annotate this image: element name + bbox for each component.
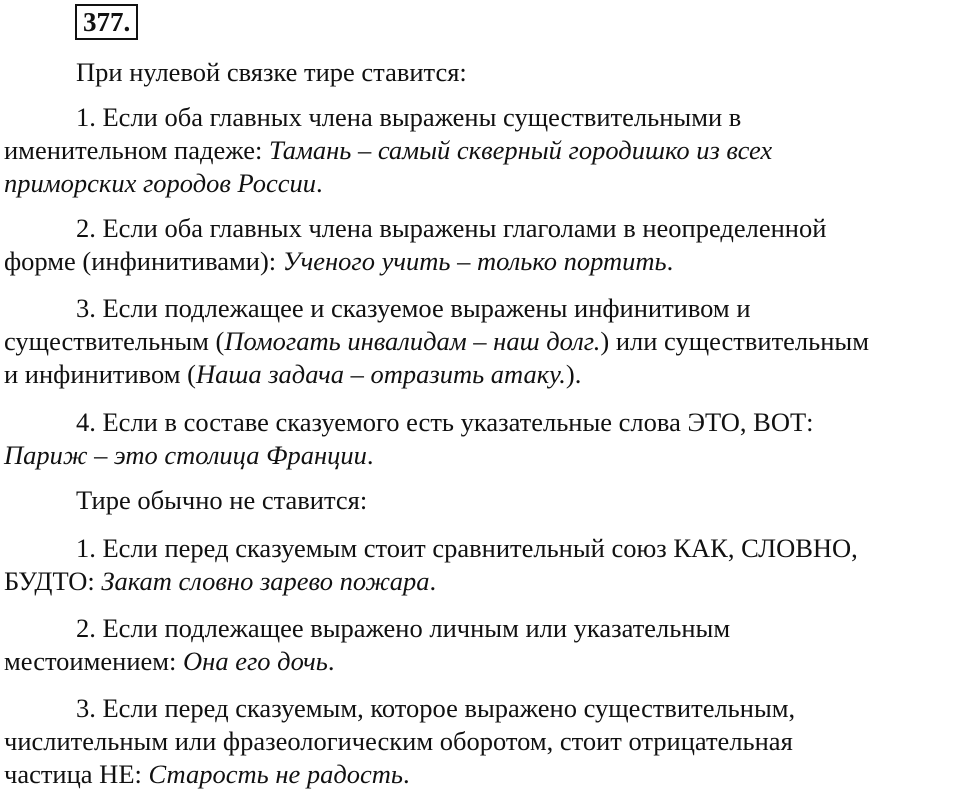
rule-text: БУДТО:: [4, 566, 102, 596]
rule-text: 3. Если перед сказуемым, которое выражено существительным,: [76, 693, 796, 723]
rule-text: 2. Если оба главных члена выражены глаголами в неопределенной: [76, 213, 827, 243]
rule-text: числительным или фразеологическим оборотом, стоит отрицательная: [4, 726, 793, 756]
intro-dash-not-placed: [4, 484, 960, 517]
rule-text: именительном падеже:: [4, 135, 269, 165]
example-text: Старость не радость: [148, 759, 403, 789]
intro-text: Тире обычно не ставится:: [76, 485, 368, 515]
exception-2-paragraph: [4, 612, 960, 678]
exception-1-paragraph: [4, 532, 960, 598]
example-text: Помогать инвалидам – наш долг.: [224, 326, 601, 356]
intro-dash-placed: [4, 56, 960, 89]
example-text: Ученого учить – только портить: [282, 246, 667, 276]
rule-text: ).: [565, 359, 582, 389]
rule-text: .: [315, 168, 323, 198]
exercise-number: 377.: [75, 4, 138, 40]
rule-text: .: [327, 646, 335, 676]
rule-text: и инфинитивом (: [4, 359, 196, 389]
rule-text: .: [403, 759, 410, 789]
rule-text: 4. Если в составе сказуемого есть указательные слова ЭТО, ВОТ:: [76, 407, 814, 437]
rule-text: частица НЕ:: [4, 759, 149, 789]
rule-text: 1. Если оба главных члена выражены существительными в: [76, 102, 742, 132]
example-text: приморских городов России: [4, 168, 316, 198]
rule-1-paragraph: [4, 101, 960, 200]
example-text: Она его дочь: [183, 646, 328, 676]
rule-text: ) или существительным: [600, 326, 869, 356]
rule-text: форме (инфинитивами):: [4, 246, 283, 276]
rule-text: 3. Если подлежащее и сказуемое выражены инфинитивом и: [76, 293, 751, 323]
rule-text: 2. Если подлежащее выражено личным или указательным: [76, 613, 731, 643]
example-text: Наша задача – отразить атаку.: [195, 359, 566, 389]
rule-3-paragraph: [4, 292, 960, 391]
rule-text: .: [429, 566, 437, 596]
example-text: Закат словно зарево пожара: [101, 566, 430, 596]
rule-text: существительным (: [4, 326, 225, 356]
rule-4-paragraph: [4, 406, 960, 472]
rule-text: .: [366, 440, 374, 470]
rule-text: .: [666, 246, 674, 276]
example-text: Тамань – самый скверный городишко из всех: [268, 135, 773, 165]
exception-3-paragraph: [4, 692, 960, 791]
rule-2-paragraph: [4, 212, 960, 278]
example-text: Париж – это столица Франции: [4, 440, 367, 470]
rule-text: 1. Если перед сказуемым стоит сравнительный союз КАК, СЛОВНО,: [76, 533, 858, 563]
rule-text: местоимением:: [4, 646, 184, 676]
intro-text: При нулевой связке тире ставится:: [76, 57, 467, 87]
